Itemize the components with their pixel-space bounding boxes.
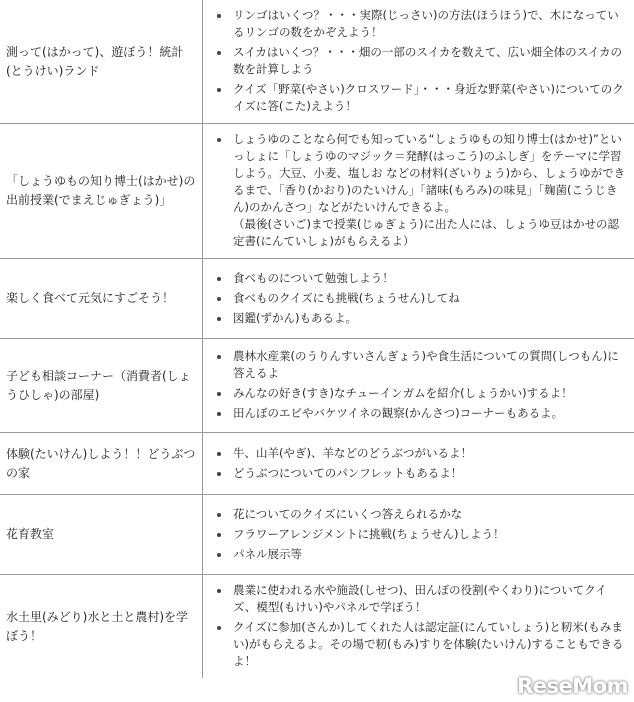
table-row: [0, 495, 634, 575]
bullet-icon: [217, 589, 221, 593]
list-item: 図鑑(ずかん)もあるよ。: [215, 310, 628, 327]
list-item: リンゴはいくつ？・・・実際(じっさい)の方法(ほうほう)で、木になっているリンゴの数をかぞえよう！: [215, 7, 628, 41]
table-row: [0, 575, 634, 679]
bullet-icon: [217, 277, 221, 281]
table-row: [0, 124, 634, 259]
list-item: スイカはいくつ？・・・畑の一部のスイカを数えて、広い畑全体のスイカの数を計算しよう: [215, 44, 628, 78]
row-description: [203, 495, 634, 575]
bullet-icon: [217, 317, 221, 321]
bullet-list: [215, 131, 628, 250]
row-description: [203, 124, 634, 259]
bullet-icon: [217, 513, 221, 517]
row-label: 測って(はかって)、遊ぼう！統計(とうけい)ランド: [0, 0, 203, 124]
list-item: どうぶつについてのパンフレットもあるよ！: [215, 465, 628, 482]
list-item: 農林水産業(のうりんすいさんぎょう)や食生活についての質問(しつもん)に答えるよ: [215, 348, 628, 382]
list-item: 牛、山羊(やぎ)、羊などのどうぶつがいるよ！: [215, 445, 628, 462]
bullet-icon: [217, 297, 221, 301]
list-item: しょうゆのことなら何でも知っている“しょうゆもの知り博士(はかせ)”といっしょに「しょうゆのマジック＝発酵(はっこう)のふしぎ」をテーマに学習しよう。大豆、小麦、塩しお などの材料(ざいりょう)から、しょうゆができるまで、「香り(かおり)のたいけん」「諸味(もろみ)の味見」「麹菌(こうじきん)のかんさつ」などがたいけんできるよ。 （最後(さいご)まで授業(じゅぎょう)に出た人には、しょうゆ豆はかせの認定書(にんていしょ)がもらえるよ）: [215, 131, 628, 250]
table-row: [0, 433, 634, 495]
row-label: 花育教室: [0, 495, 203, 575]
bullet-list: [215, 506, 628, 563]
list-item: 食べものクイズにも挑戦(ちょうせん)してね: [215, 290, 628, 307]
row-description: [203, 339, 634, 433]
row-label: 「しょうゆもの知り博士(はかせ)の出前授業(でまえじゅぎょう)」: [0, 124, 203, 259]
bullet-icon: [217, 392, 221, 396]
resemom-watermark: ReseMom: [517, 674, 628, 698]
row-label: 水土里(みどり)水と土と農村)を学ぼう！: [0, 575, 203, 679]
bullet-icon: [217, 88, 221, 92]
bullet-list: [215, 445, 628, 482]
list-item: クイズ「野菜(やさい)クロスワード」・・・身近な野菜(やさい)についてのクイズに答(こた)えよう！: [215, 81, 628, 115]
bullet-icon: [217, 626, 221, 630]
bullet-icon: [217, 51, 221, 55]
bullet-list: [215, 7, 628, 115]
row-description: [203, 0, 634, 124]
list-item: みんなの好き(すき)なチューインガムを紹介(しょうかい)するよ！: [215, 385, 628, 402]
table-row: [0, 0, 634, 124]
list-item: パネル展示等: [215, 546, 628, 563]
bullet-icon: [217, 452, 221, 456]
bullet-list: [215, 348, 628, 422]
row-label: 体験(たいけん)しよう！！どうぶつの家: [0, 433, 203, 495]
list-item: フラワーアレンジメントに挑戦(ちょうせん)しよう！: [215, 526, 628, 543]
row-description: [203, 259, 634, 339]
bullet-icon: [217, 14, 221, 18]
bullet-icon: [217, 412, 221, 416]
row-description: [203, 575, 634, 679]
bullet-icon: [217, 472, 221, 476]
list-item: 田んぼのエビやバケツイネの観察(かんさつ)コーナーもあるよ。: [215, 405, 628, 422]
list-item: 農業に使われる水や施設(しせつ)、田んぼの役割(やくわり)についてクイズ、模型(もけい)やパネルで学ぼう！: [215, 582, 628, 616]
list-item: クイズに参加(さんか)してくれた人は認定証(にんていしょう)と籾米(もみまい)がもらえるよ。その場で籾(もみ)すりを体験(たいけん)することもできるよ！: [215, 619, 628, 670]
bullet-list: [215, 270, 628, 327]
bullet-icon: [217, 533, 221, 537]
table-row: [0, 259, 634, 339]
table-row: [0, 339, 634, 433]
bullet-icon: [217, 553, 221, 557]
list-item: 花についてのクイズにいくつ答えられるかな: [215, 506, 628, 523]
bullet-icon: [217, 138, 221, 142]
row-label: 子ども相談コーナー（消費者(しょうひしゃ)の部屋): [0, 339, 203, 433]
bullet-icon: [217, 355, 221, 359]
row-label: 楽しく食べて元気にすごそう！: [0, 259, 203, 339]
row-description: [203, 433, 634, 495]
bullet-list: [215, 582, 628, 670]
list-item: 食べものについて勉強しよう！: [215, 270, 628, 287]
